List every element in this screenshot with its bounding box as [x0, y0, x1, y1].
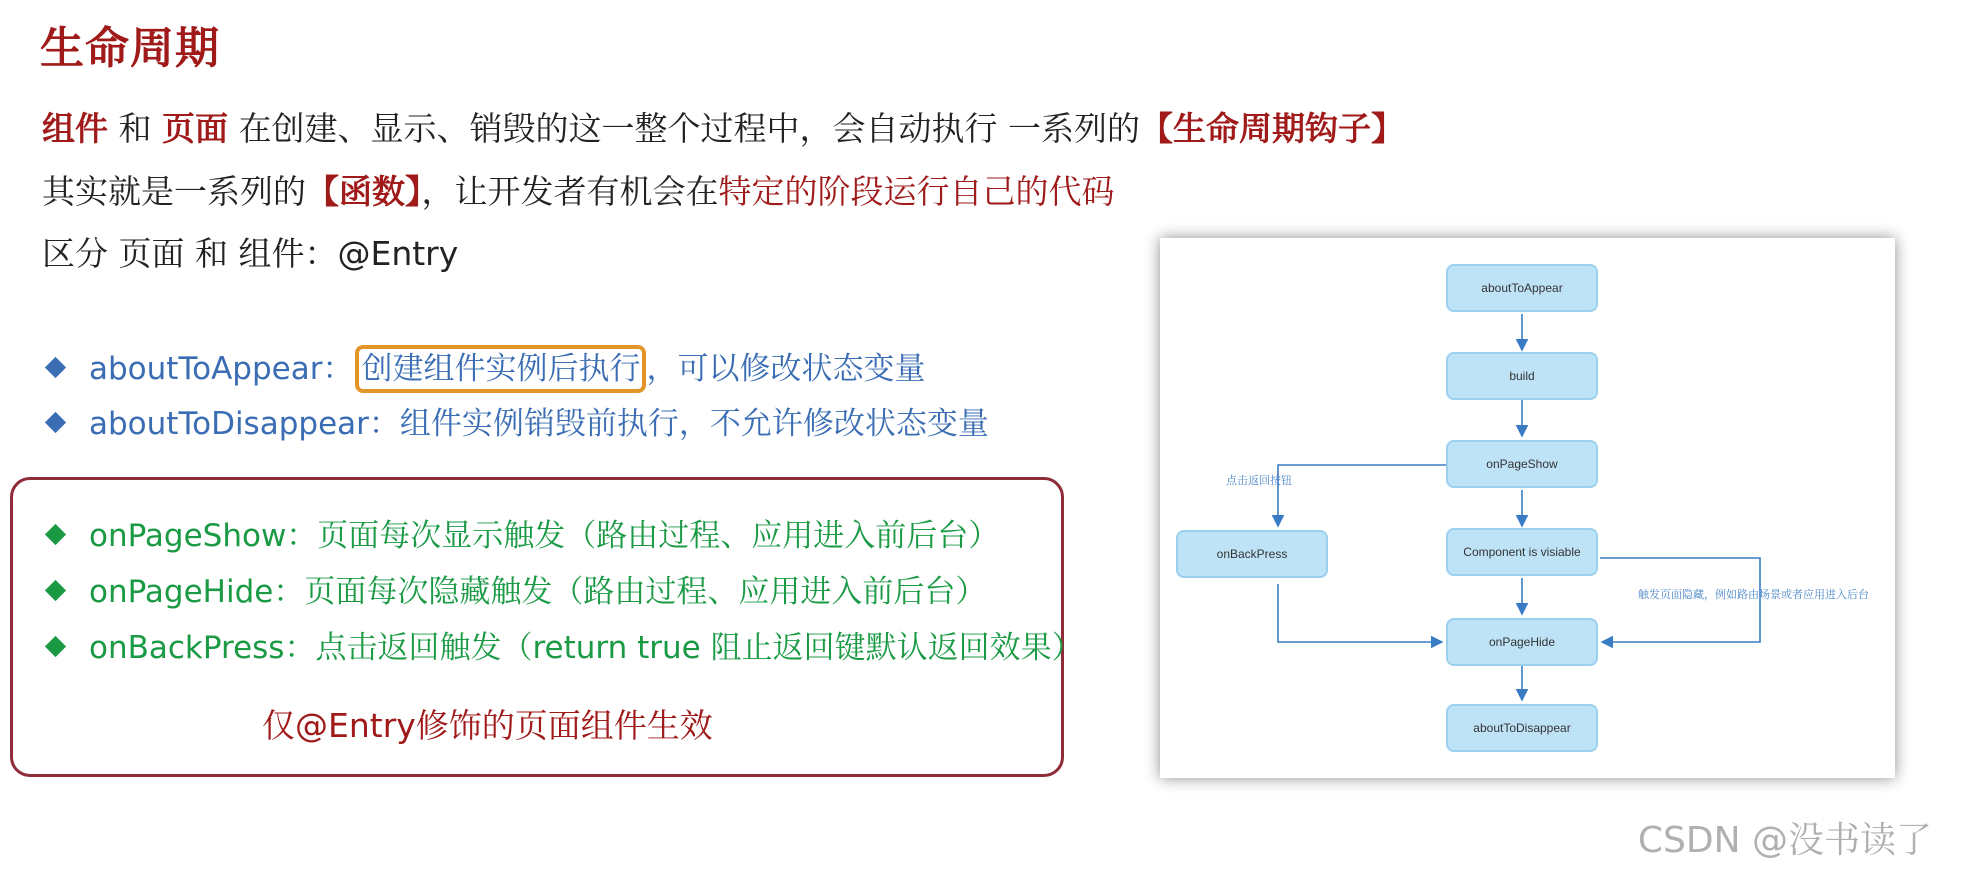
hook-on-back-press [48, 622, 1083, 667]
hook-text: onPageShow：页面每次显示触发（路由过程、应用进入前后台） [89, 518, 1000, 554]
intro-description: 在创建、显示、销毁的这一整个过程中，会自动执行 一系列的 [227, 109, 1140, 148]
flowchart-edges [1160, 238, 1895, 778]
edge-back-hide [1278, 584, 1442, 642]
edge-label-back-button: 点击返回按钮 [1226, 474, 1292, 487]
hook-name: aboutToAppear： [89, 351, 354, 387]
node-about-to-appear: aboutToAppear [1446, 264, 1598, 312]
intro-line-1 [42, 103, 1404, 150]
intro2-text-c: ，让开发者有机会在 [421, 172, 719, 211]
edge-label-page-hidden: 触发页面隐藏，例如路由场景或者应用进入后台 [1638, 588, 1869, 601]
intro-line-2 [42, 166, 1115, 213]
intro2-functions-keyword: 【函数】 [306, 172, 422, 211]
edge-show-back [1278, 465, 1446, 526]
watermark: CSDN @没书读了 [1637, 820, 1932, 861]
intro-and-text: 和 [108, 109, 162, 148]
intro-component-keyword: 组件 [42, 109, 108, 148]
node-on-back-press: onBackPress [1176, 530, 1328, 578]
hook-text: onPageHide：页面每次隐藏触发（路由过程、应用进入前后台） [89, 574, 987, 610]
diamond-bullet-icon [45, 412, 66, 433]
node-component-visible: Component is visiable [1446, 528, 1598, 576]
node-on-page-hide: onPageHide [1446, 618, 1598, 666]
diamond-bullet-icon [45, 357, 66, 378]
hook-description: ，可以修改状态变量 [646, 351, 926, 387]
intro2-text-a: 其实就是一系列的 [42, 172, 306, 211]
diamond-bullet-icon [45, 636, 66, 657]
hook-about-to-disappear [48, 398, 989, 443]
intro-lifecycle-hooks: 【生命周期钩子】 [1139, 109, 1404, 148]
page-hooks-note: 仅@Entry修饰的页面组件生效 [262, 706, 713, 745]
diamond-bullet-icon [45, 524, 66, 545]
node-build: build [1446, 352, 1598, 400]
node-on-page-show: onPageShow [1446, 440, 1598, 488]
diamond-bullet-icon [45, 580, 66, 601]
hook-description: 组件实例销毁前执行，不允许修改状态变量 [399, 406, 989, 442]
intro-line-3: 区分 页面 和 组件：@Entry [42, 234, 459, 273]
hook-name: aboutToDisappear： [89, 406, 400, 442]
page-title: 生命周期 [40, 23, 220, 74]
intro2-stage-code: 特定的阶段运行自己的代码 [718, 172, 1115, 211]
node-about-to-disappear: aboutToDisappear [1446, 704, 1598, 752]
hook-on-page-show [48, 510, 999, 555]
hook-text: onBackPress：点击返回触发（return true 阻止返回键默认返回效果） [89, 630, 1083, 666]
lifecycle-flowchart [1160, 238, 1895, 778]
hook-about-to-appear [48, 343, 925, 388]
intro-page-keyword: 页面 [161, 109, 228, 148]
hook-on-page-hide [48, 566, 986, 611]
hook-highlight: 创建组件实例后执行 [355, 345, 646, 393]
